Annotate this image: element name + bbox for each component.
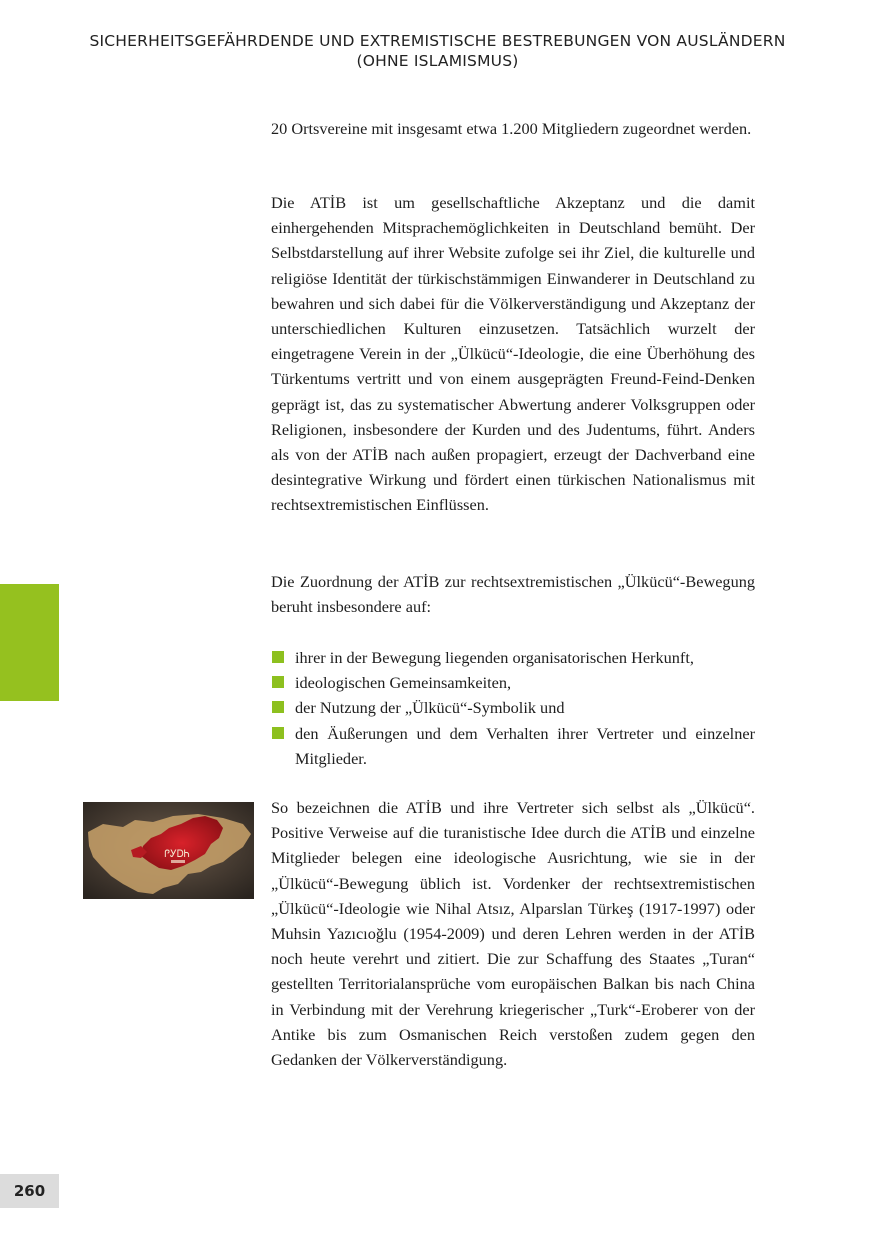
bullet-list <box>271 645 755 771</box>
page-number: 260 <box>0 1174 59 1208</box>
map-label: ᎵᎩᎠᏂ <box>164 849 190 860</box>
list-item-text: den Äußerungen und dem Verhalten ihrer Vertreter und einzelner Mitglieder. <box>295 723 755 768</box>
square-bullet-icon <box>272 727 284 739</box>
header-line-2: (OHNE ISLAMISMUS) <box>356 52 519 70</box>
list-item <box>271 645 755 670</box>
paragraph-1 <box>271 116 755 141</box>
list-item-text: der Nutzung der „Ülkücü“-Symbolik und <box>295 698 565 718</box>
square-bullet-icon <box>272 651 284 663</box>
list-item <box>271 721 755 771</box>
list-item-text: ihrer in der Bewegung liegenden organisatorischen Herkunft, <box>295 648 694 667</box>
paragraph-text: Die Zuordnung der ATİB zur rechtsextremistischen „Ülkücü“-Bewegung beruht insbesondere auf: <box>271 572 755 617</box>
paragraph-text: 20 Ortsvereine mit insgesamt etwa 1.200 Mitgliedern zugeordnet werden. <box>271 119 752 138</box>
header-line-1: SICHERHEITSGEFÄHRDENDE UND EXTREMISTISCHE BESTREBUNGEN VON AUSLÄNDERN <box>89 32 786 50</box>
paragraph-2 <box>271 190 755 518</box>
paragraph-3 <box>271 569 755 619</box>
list-item <box>271 670 755 695</box>
list-item-text: ideologischen Gemeinsamkeiten, <box>295 673 512 693</box>
square-bullet-icon <box>272 701 284 713</box>
chapter-marker-tab <box>0 584 59 701</box>
running-header <box>0 31 875 71</box>
turan-map-icon <box>83 802 254 899</box>
list-item <box>271 695 755 720</box>
square-bullet-icon <box>272 676 284 688</box>
paragraph-4 <box>271 795 755 1072</box>
paragraph-text: Die ATİB ist um gesellschaftliche Akzeptanz und die damit einhergehenden Mitsprachemöglichkeiten in Deutschland bemüht. Der Selbstdarstellung auf ihrer Website zufolge sei ihr Ziel, die kulturelle und religiöse Identität der türkischstämmigen Einwanderer in Deutschland zu bewahren und sich dabei für die Völkerverständigung und Akzeptanz der unterschiedlichen Kulturen einzusetzen. Tatsächlich wurzelt der eingetragene Verein in der „Ülkücü“-Ideologie, die eine Überhöhung des Türkentums vertritt und von einem ausgeprägten Freund-Feind-Denken geprägt ist, das zu systematischer Abwertung anderer Volksgruppen oder Religionen, insbesondere der Kurden und des Judentums, führt. Anders als von der ATİB nach außen propagiert, erzeugt der Dachverband eine desintegrative Wirkung und fördert einen türkischen Nationalismus mit rechtsextremistischen Einflüssen. <box>271 193 755 515</box>
paragraph-text: So bezeichnen die ATİB und ihre Vertreter sich selbst als „Ülkücü“. Positive Verweise auf die turanistische Idee durch die ATİB und einzelne Mitglieder belegen eine ideologische Ausrichtung, wie sie in der „Ülkücü“-Bewegung üblich ist. Vordenker der rechtsextremistischen „Ülkücü“-Ideologie wie Nihal Atsız, Alparslan Türkeş (1917-1997) oder Muhsin Yazıcıoğlu (1954-2009) und deren Lehren werden in der ATİB noch heute verehrt und zitiert. Die zur Schaffung des Staates „Turan“ gestellten Territorialansprüche vom europäischen Balkan bis nach China in Verbindung mit der Verehrung kriegerischer „Turk“-Eroberer von der Antike bis zum Osmanischen Reich verstoßen zudem gegen den Gedanken der Völkerverständigung. <box>271 798 755 1070</box>
